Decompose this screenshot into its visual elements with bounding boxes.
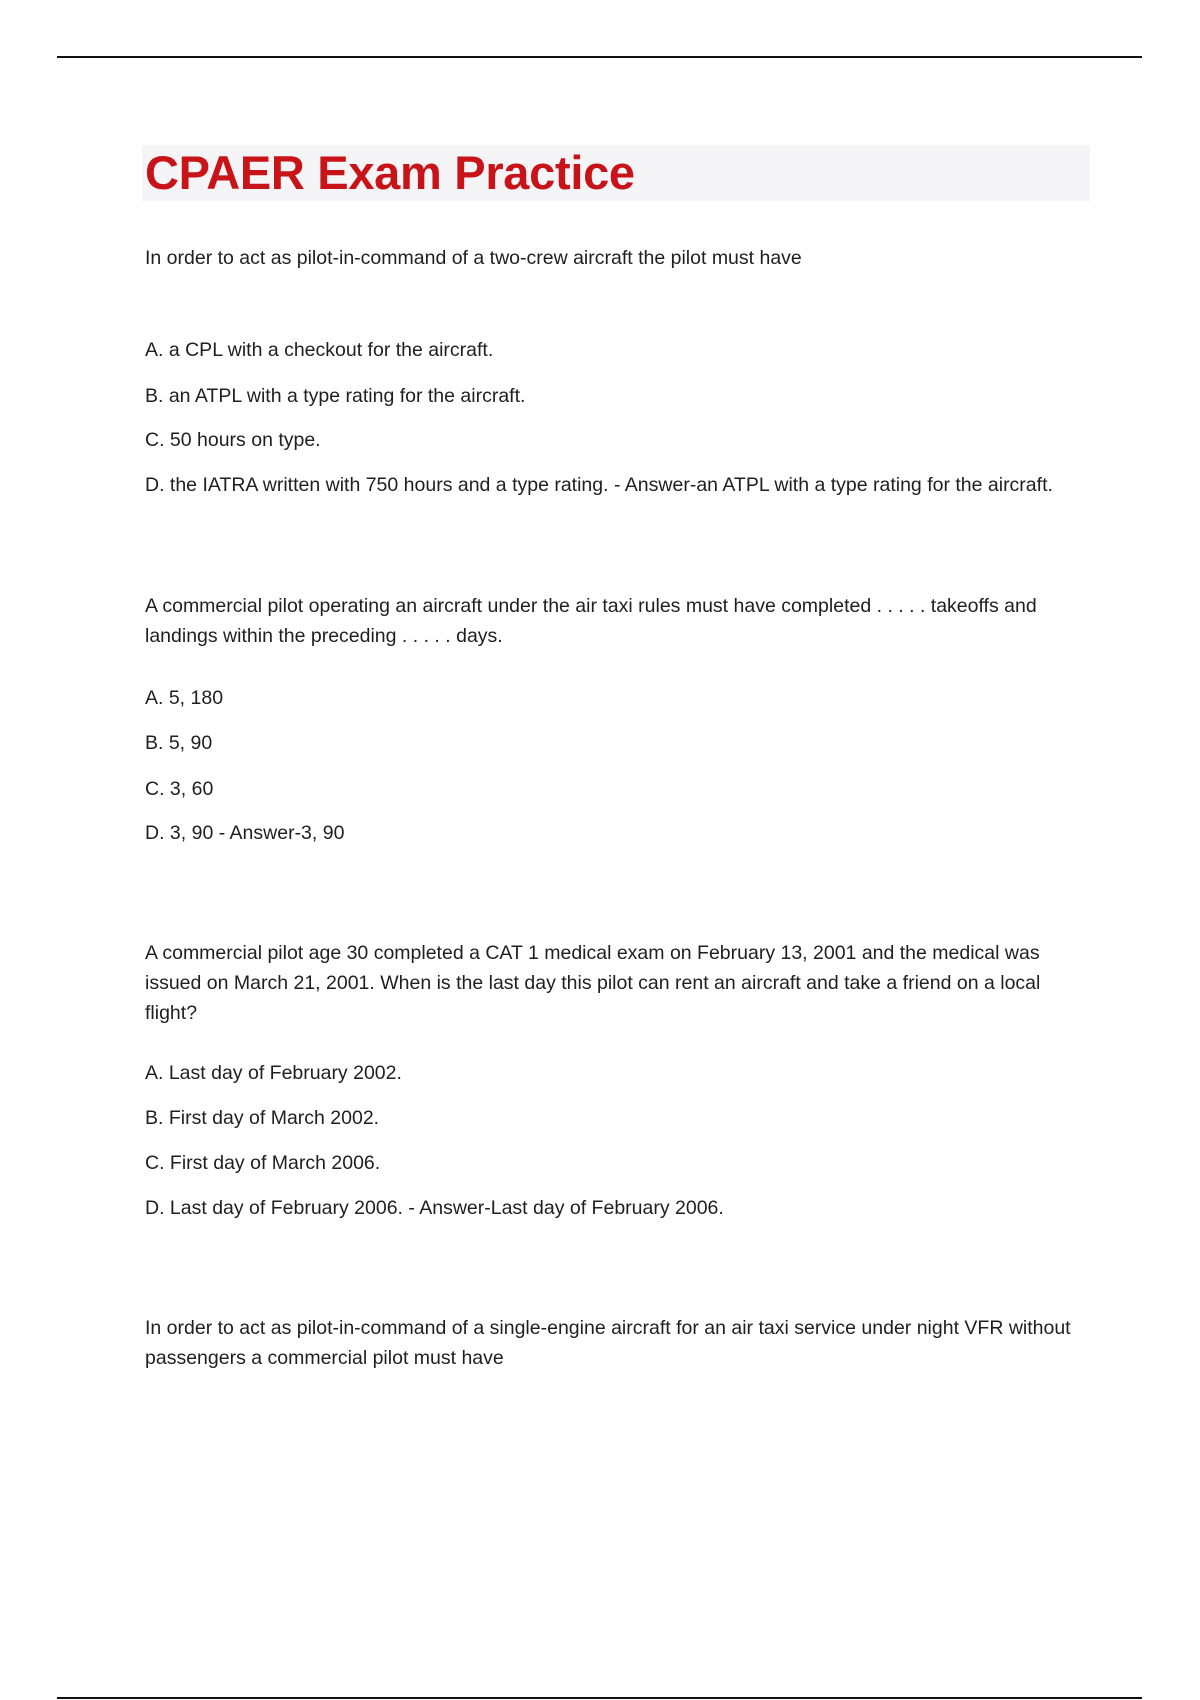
question-3-option-b: B. First day of March 2002.	[145, 1107, 380, 1129]
question-1-option-b: B. an ATPL with a type rating for the aircraft.	[145, 385, 526, 407]
question-1-option-a: A. a CPL with a checkout for the aircraft.	[145, 339, 494, 361]
footer-rule	[57, 1697, 1142, 1699]
question-1-option-d: D. the IATRA written with 750 hours and a type rating. - Answer-an ATPL with a type rating for the aircraft.	[145, 474, 1053, 496]
question-3-text: A commercial pilot age 30 completed a CAT 1 medical exam on February 13, 2001 and the medical was issued on March 21, 2001. When is the last day this pilot can rent an aircraft and take a friend on a local flight?	[145, 942, 1041, 1024]
question-2-option-b: B. 5, 90	[145, 732, 213, 754]
header-rule	[57, 56, 1142, 58]
question-3-option-c: C. First day of March 2006.	[145, 1152, 381, 1174]
question-2-option-c: C. 3, 60	[145, 778, 214, 800]
question-2-text: A commercial pilot operating an aircraft under the air taxi rules must have completed . . . . . takeoffs and landings within the preceding . . . . . days.	[145, 595, 1037, 647]
question-1-option-c: C. 50 hours on type.	[145, 429, 321, 451]
question-1-text: In order to act as pilot-in-command of a two-crew aircraft the pilot must have	[145, 247, 802, 269]
document-content	[142, 145, 1092, 1369]
question-4-text: In order to act as pilot-in-command of a single-engine aircraft for an air taxi service under night VFR without passengers a commercial pilot must have	[145, 1317, 1071, 1369]
question-3-option-a: A. Last day of February 2002.	[145, 1062, 402, 1084]
title-band	[142, 145, 1090, 201]
document-title: CPAER Exam Practice	[145, 146, 635, 199]
question-2-option-a: A. 5, 180	[145, 687, 224, 709]
question-3-option-d: D. Last day of February 2006. - Answer-Last day of February 2006.	[145, 1197, 724, 1219]
question-2-option-d: D. 3, 90 - Answer-3, 90	[145, 822, 345, 844]
